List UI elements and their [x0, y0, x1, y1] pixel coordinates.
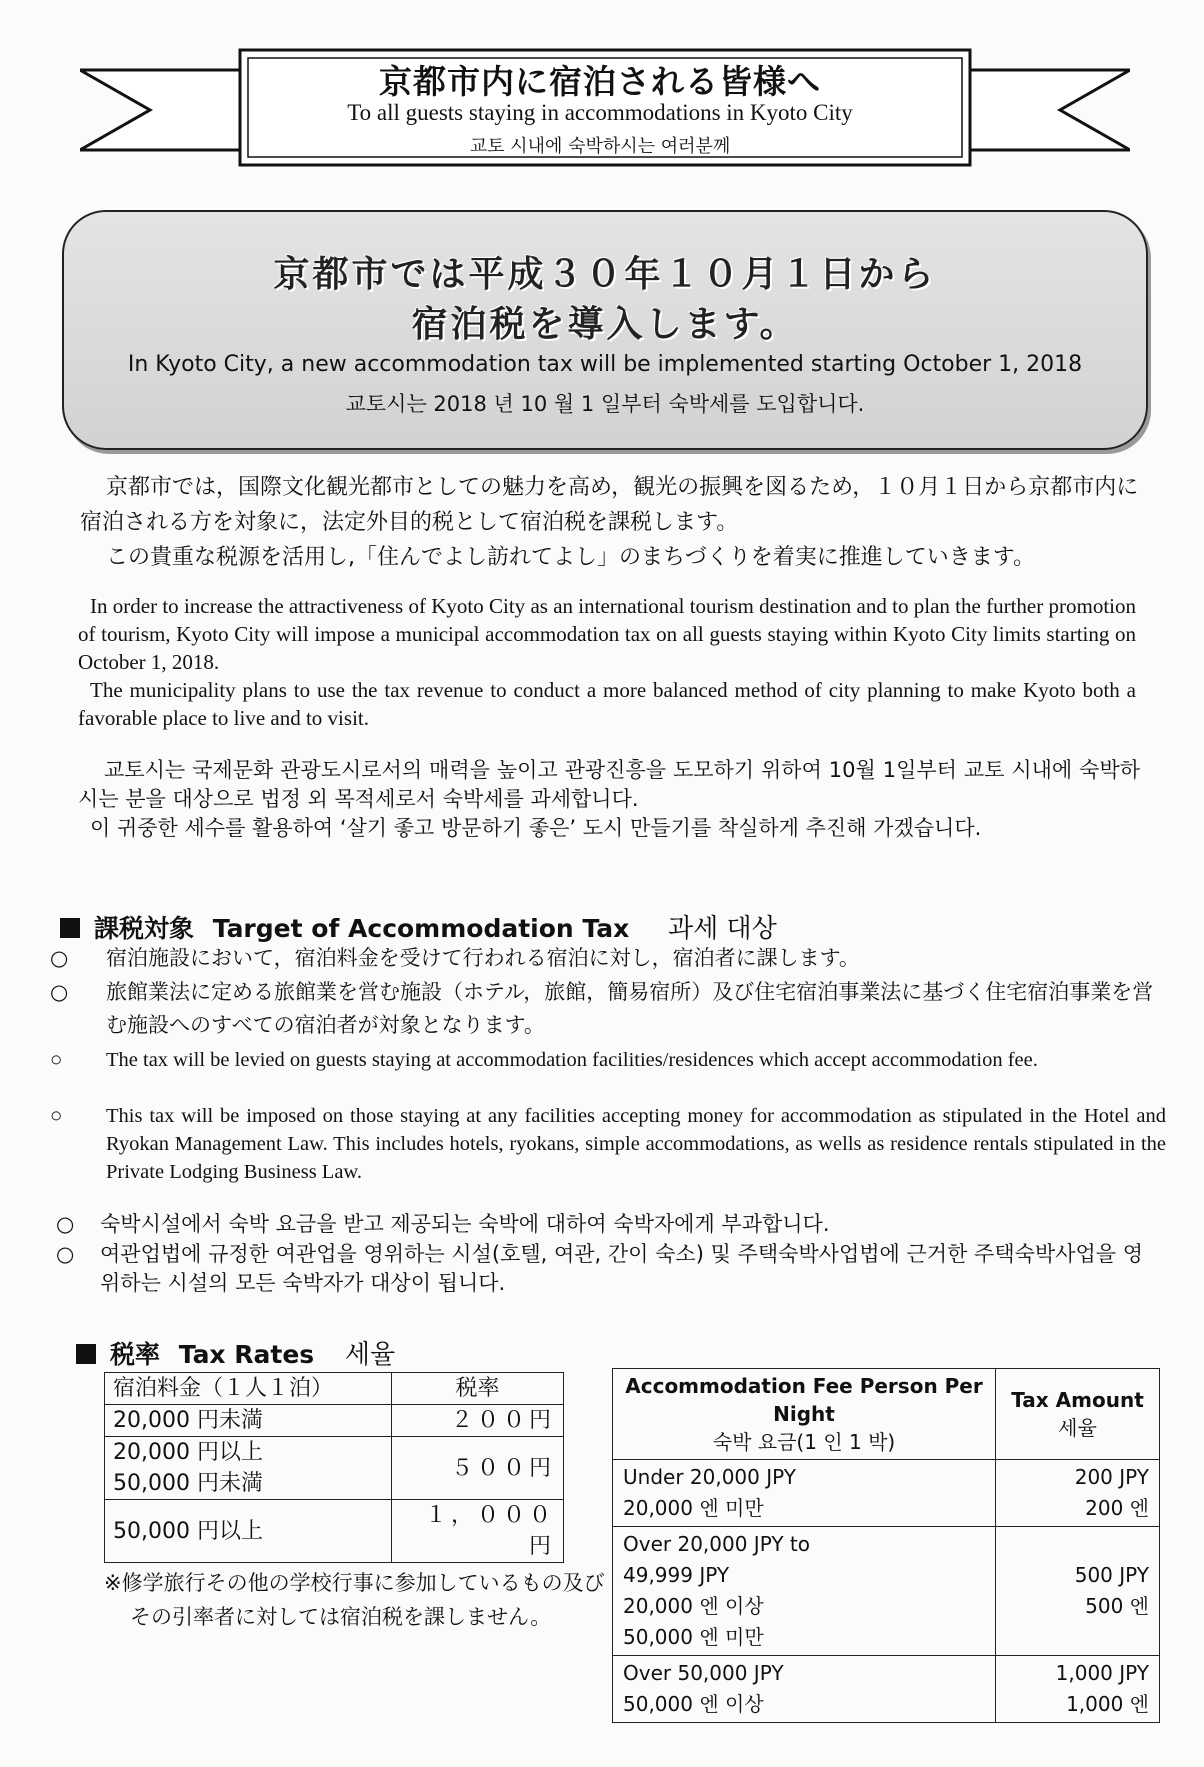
target-heading-ja: 課税対象: [94, 914, 195, 943]
table-row: [613, 1656, 1160, 1723]
intro-ja-p1: 京都市では，国際文化観光都市としての魅力を高め，観光の振興を図るため，１０月１日から京都市内に宿泊される方を対象に，法定外目的税として宿泊税を課税します。: [80, 475, 1139, 535]
ko-fee-line: 50,000 엔 미만: [623, 1625, 764, 1649]
target-ko-2: [56, 1240, 1160, 1298]
en-amount-cell: [996, 1460, 1160, 1527]
target-heading: [60, 908, 777, 945]
en-col-amount-header: [996, 1369, 1160, 1460]
rates-heading-en: Tax Rates: [178, 1340, 315, 1369]
ko-fee-line: 20,000 엔 미만: [623, 1496, 764, 1520]
en-fee-line: Over 20,000 JPY to: [623, 1532, 810, 1556]
intro-ko-p1: 교토시는 국제문화 관광도시로서의 매력을 높이고 관광진흥을 도모하기 위하여 10월 1일부터 교토 시내에 숙박하시는 분을 대상으로 법정 외 목적세로서 숙박세를 과세합니다.: [78, 758, 1140, 811]
headline-box: [62, 210, 1148, 450]
headline-en: In Kyoto City, a new accommodation tax will be implemented starting October 1, 2018: [127, 352, 1083, 377]
school-trip-note: ※修学旅行その他の学校行事に参加しているもの及びその引率者に対しては宿泊税を課しません。: [104, 1571, 605, 1629]
square-bullet-icon: [76, 1344, 96, 1364]
en-amount-cell: [996, 1656, 1160, 1723]
headline-ja-line1: 京都市では平成３０年１０月１日から: [273, 254, 937, 295]
target-en-1-text: The tax will be levied on guests staying at accommodation facilities/residences which accept accommodation fee.: [106, 1049, 1038, 1071]
intro-ja-p2: この貴重な税源を活用し,「住んでよし訪れてよし」のまちづくりを着実に推進していきます。: [106, 545, 1036, 570]
circle-bullet-icon: ○: [56, 1242, 75, 1266]
ja-fee-cell: [105, 1437, 392, 1500]
target-ja-2: [50, 976, 1166, 1042]
target-heading-ko: 과세 대상: [667, 914, 777, 944]
en-rate-table: [612, 1368, 1160, 1723]
table-row: [613, 1460, 1160, 1527]
target-en-2-text: This tax will be imposed on those staying at any facilities accepting money for accommodation as stipulated in the Hotel and Ryokan Management Law. This includes hotels, ryokans, simple accommodations, as wells as residence rentals stipulated in the Private Lodging Business Law.: [106, 1105, 1166, 1183]
intro-ko: [78, 756, 1140, 843]
en-col-amount-header-ko: 세율: [1058, 1416, 1097, 1440]
headline-ja-line2: 宿泊税を導入します。: [411, 304, 799, 345]
target-ko-2-text: 여관업법에 규정한 여관업을 영위하는 시설(호텔, 여관, 간이 숙소) 및 주택숙박사업법에 근거한 주택숙박사업을 영위하는 시설의 모든 숙박자가 대상이 됩니다.: [100, 1242, 1143, 1295]
ja-rate-table: [104, 1372, 564, 1563]
en-col-amount-header-en: Tax Amount: [1011, 1388, 1144, 1412]
intro-ja: [80, 470, 1160, 575]
en-fee-line: 49,999 JPY: [623, 1563, 730, 1587]
square-bullet-icon: [60, 918, 80, 938]
circle-bullet-icon: ○: [56, 1212, 75, 1236]
en-amount-cell: [996, 1527, 1160, 1656]
circle-bullet-icon: ○: [50, 980, 69, 1004]
en-fee-cell: [613, 1656, 996, 1723]
ko-amount-line: 1,000 엔: [1066, 1692, 1149, 1716]
table-row: [613, 1369, 1160, 1460]
table-row: [105, 1373, 564, 1405]
ja-col-fee-header: 宿泊料金（１人１泊）: [105, 1373, 392, 1405]
en-fee-line: Under 20,000 JPY: [623, 1465, 796, 1489]
en-fee-cell: [613, 1460, 996, 1527]
ja-fee-cell: 50,000 円以上: [105, 1500, 392, 1563]
target-en-1: [50, 1046, 1166, 1074]
target-ko-1-text: 숙박시설에서 숙박 요금을 받고 제공되는 숙박에 대하여 숙박자에게 부과합니다.: [100, 1212, 830, 1236]
intro-ko-p2: 이 귀중한 세수를 활용하여 ‘살기 좋고 방문하기 좋은’ 도시 만들기를 착실하게 추진해 가겠습니다.: [90, 816, 982, 840]
rates-heading: [76, 1334, 395, 1371]
en-fee-line: Over 50,000 JPY: [623, 1661, 784, 1685]
headline-ko: 교토시는 2018 년 10 월 1 일부터 숙박세를 도입합니다.: [345, 392, 865, 416]
ko-fee-line: 50,000 엔 이상: [623, 1692, 764, 1716]
target-en-2: [50, 1102, 1166, 1186]
ja-fee-line: 50,000 円未満: [113, 1471, 263, 1496]
en-col-fee-header-ko: 숙박 요금(1 인 1 박): [712, 1430, 896, 1454]
ko-amount-line: 500 엔: [1085, 1594, 1149, 1618]
en-amount-line: 200 JPY: [1074, 1465, 1149, 1489]
ja-col-rate-header: 税率: [392, 1373, 564, 1405]
circle-bullet-icon: ○: [50, 946, 69, 970]
table-row: [105, 1437, 564, 1500]
en-fee-cell: [613, 1527, 996, 1656]
ko-fee-line: 20,000 엔 이상: [623, 1594, 764, 1618]
rates-heading-ja: 税率: [110, 1340, 161, 1369]
ja-rate-cell: ２００円: [392, 1405, 564, 1437]
table-row: [613, 1527, 1160, 1656]
banner-title-en: To all guests staying in accommodations in Kyoto City: [347, 100, 853, 125]
banner-title-ko: 교토 시내에 숙박하시는 여러분께: [469, 136, 731, 157]
target-ja-1: [50, 942, 1166, 975]
banner-title-ja: 京都市内に宿泊される皆様へ: [379, 62, 821, 101]
target-ko-1: [56, 1210, 1160, 1239]
circle-bullet-icon: ○: [50, 1105, 63, 1127]
table-row: [105, 1500, 564, 1563]
ja-rate-cell: １，０００円: [392, 1500, 564, 1563]
en-amount-line: 500 JPY: [1074, 1563, 1149, 1587]
target-ja-1-text: 宿泊施設において，宿泊料金を受けて行われる宿泊に対し，宿泊者に課します。: [106, 946, 860, 970]
target-ja-2-text: 旅館業法に定める旅館業を営む施設（ホテル，旅館，簡易宿所）及び住宅宿泊事業法に基づく住宅宿泊事業を営む施設へのすべての宿泊者が対象となります。: [106, 980, 1154, 1037]
ja-rate-cell: ５００円: [392, 1437, 564, 1500]
target-heading-en: Target of Accommodation Tax: [212, 914, 630, 943]
circle-bullet-icon: ○: [50, 1049, 63, 1071]
en-col-fee-header: [613, 1369, 996, 1460]
en-amount-line: 1,000 JPY: [1055, 1661, 1149, 1685]
ja-fee-cell: 20,000 円未満: [105, 1405, 392, 1437]
ja-fee-line: 20,000 円以上: [113, 1440, 263, 1465]
en-col-fee-header-en: Accommodation Fee Person Per Night: [625, 1374, 983, 1426]
intro-en-p1: In order to increase the attractiveness of Kyoto City as an international tourism destination and to plan the further promotion of tourism, Kyoto City will impose a municipal accommodation tax on all guests staying within Kyoto City limits starting on October 1, 2018.: [78, 594, 1136, 674]
table-row: [105, 1405, 564, 1437]
rates-heading-ko: 세율: [344, 1340, 396, 1370]
ko-amount-line: 200 엔: [1085, 1496, 1149, 1520]
intro-en: [78, 592, 1136, 732]
intro-en-p2: The municipality plans to use the tax revenue to conduct a more balanced method of city planning to make Kyoto both a favorable place to live and to visit.: [78, 678, 1136, 730]
